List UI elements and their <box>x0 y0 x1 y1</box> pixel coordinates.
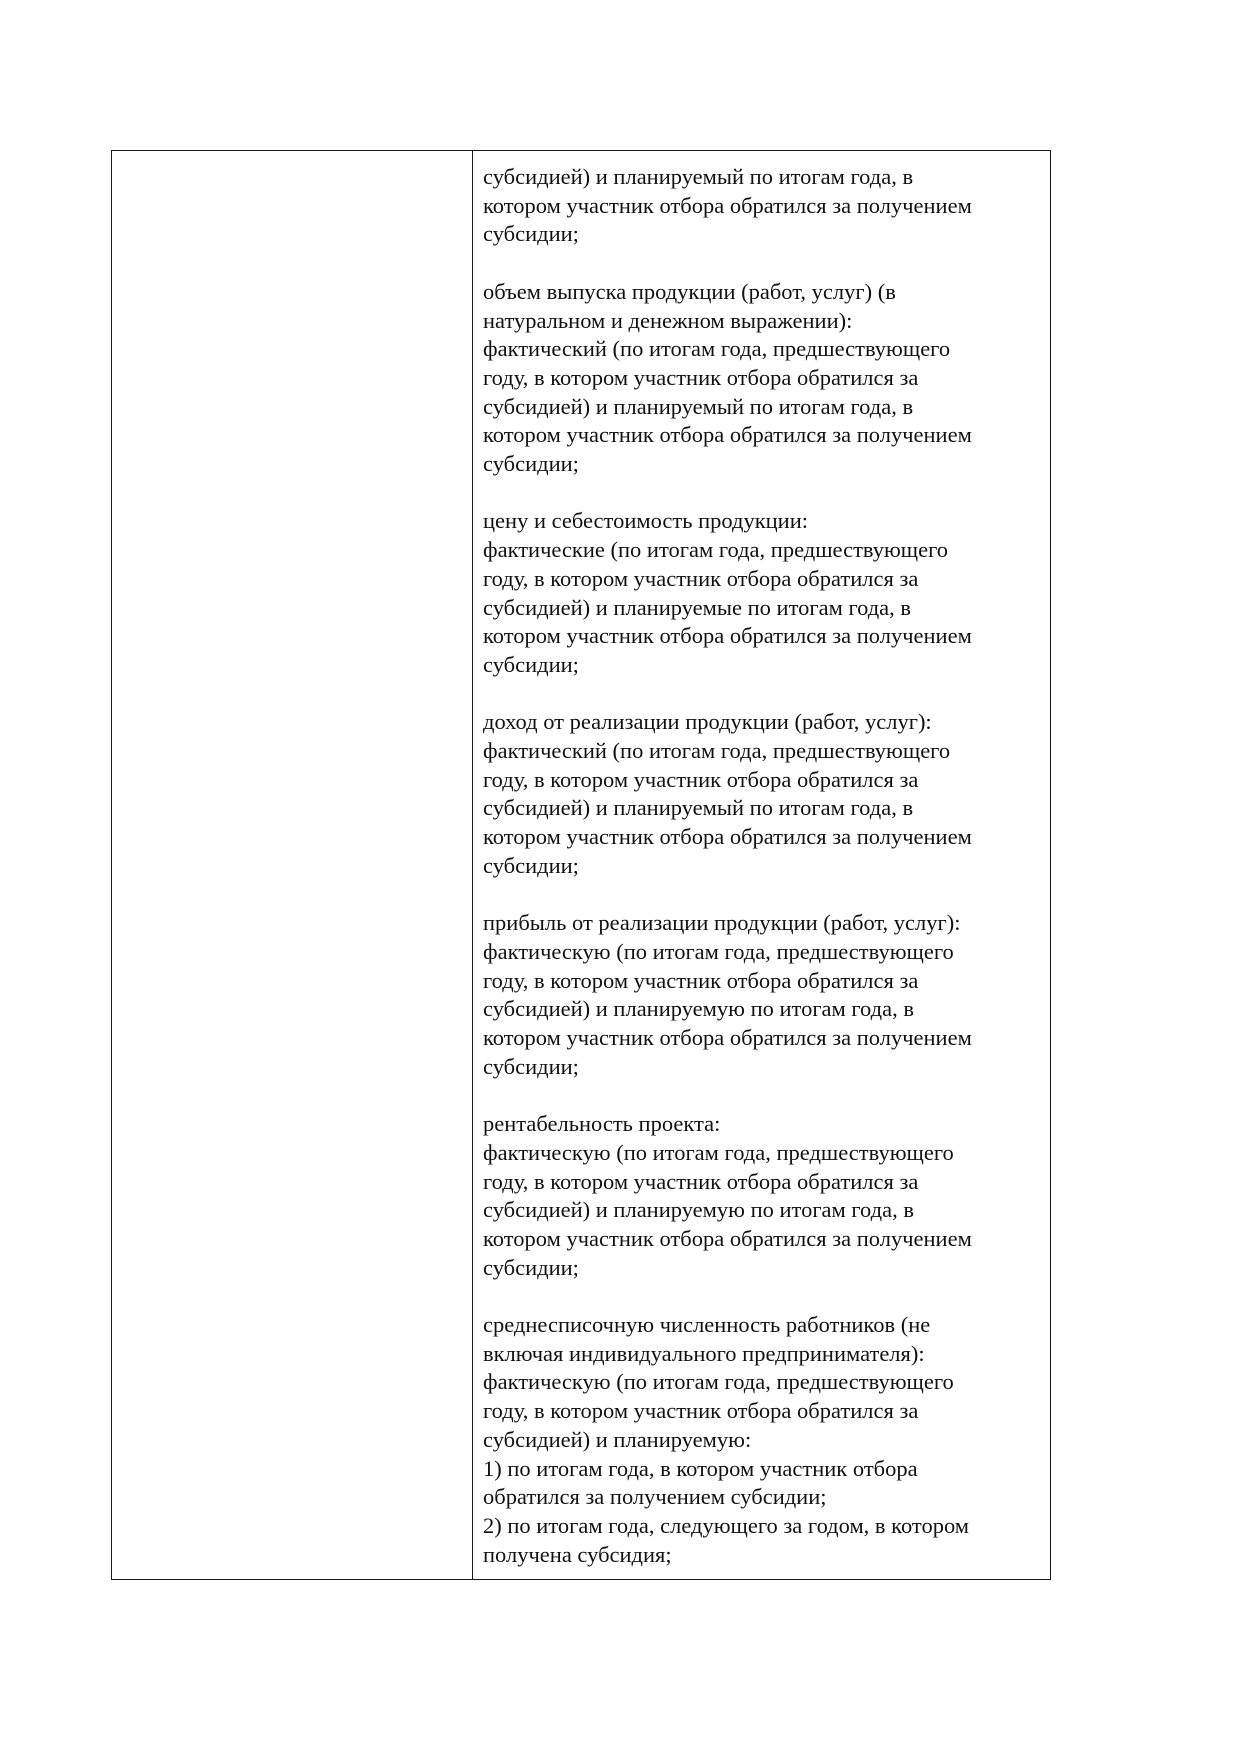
paragraph-profit <box>483 909 1040 1081</box>
text-line: субсидией) и планируемый по итогам года, в <box>483 795 914 821</box>
text-line: доход от реализации продукции (работ, услуг): <box>483 709 932 735</box>
paragraph-profitability <box>483 1110 1040 1282</box>
text-line: фактический (по итогам года, предшествующего <box>483 738 951 764</box>
text-line: субсидии; <box>483 852 579 878</box>
text-line: котором участник отбора обратился за получением <box>483 824 972 850</box>
text-line: котором участник отбора обратился за получением <box>483 623 972 649</box>
document-table <box>111 150 1051 1580</box>
text-line: фактические (по итогам года, предшествующего <box>483 537 949 563</box>
text-line: котором участник отбора обратился за получением <box>483 192 972 218</box>
text-line: году, в котором участник отбора обратился за <box>483 565 919 591</box>
text-line: субсидией) и планируемый по итогам года, в <box>483 393 914 419</box>
text-line: году, в котором участник отбора обратился за <box>483 1398 919 1424</box>
text-line: объем выпуска продукции (работ, услуг) (в <box>483 278 896 304</box>
text-line: обратился за получением субсидии; <box>483 1484 827 1510</box>
text-line: среднесписочную численность работников (не <box>483 1312 931 1338</box>
text-line: субсидией) и планируемый по итогам года, в <box>483 164 914 189</box>
paragraph-production-volume <box>483 278 1040 479</box>
text-line: году, в котором участник отбора обратился за <box>483 766 919 792</box>
list-item-1: 1) по итогам года, в котором участник отбора <box>483 1455 918 1481</box>
text-line: субсидии; <box>483 221 579 247</box>
text-line: получена субсидия; <box>483 1541 672 1567</box>
text-line: субсидией) и планируемые по итогам года, в <box>483 594 912 620</box>
text-line: году, в котором участник отбора обратился за <box>483 364 919 390</box>
list-item-2: 2) по итогам года, следующего за годом, в котором <box>483 1512 970 1538</box>
text-line: рентабельность проекта: <box>483 1111 721 1137</box>
text-line: прибыль от реализации продукции (работ, услуг): <box>483 910 961 936</box>
paragraph-income <box>483 708 1040 880</box>
text-line: цену и себестоимость продукции: <box>483 508 809 534</box>
text-line: субсидией) и планируемую по итогам года, в <box>483 996 914 1022</box>
text-line: году, в котором участник отбора обратился за <box>483 967 919 993</box>
text-line: фактическую (по итогам года, предшествующего <box>483 1369 954 1395</box>
paragraph-price-cost <box>483 507 1040 679</box>
text-line: фактический (по итогам года, предшествующего <box>483 336 951 362</box>
table-cell-right <box>473 151 1050 1579</box>
text-line: котором участник отбора обратился за получением <box>483 1225 972 1251</box>
text-line: включая индивидуального предпринимателя): <box>483 1340 925 1366</box>
text-line: субсидией) и планируемую: <box>483 1426 752 1452</box>
text-line: году, в котором участник отбора обратился за <box>483 1168 919 1194</box>
paragraph-headcount <box>483 1311 1040 1569</box>
text-line: фактическую (по итогам года, предшествующего <box>483 1139 954 1165</box>
text-line: субсидии; <box>483 451 579 477</box>
paragraph-subsidy-continuation <box>483 163 1040 249</box>
text-line: котором участник отбора обратился за получением <box>483 1025 972 1051</box>
text-line: субсидии; <box>483 651 579 677</box>
text-line: субсидии; <box>483 1053 579 1079</box>
text-line: субсидии; <box>483 1254 579 1280</box>
text-line: фактическую (по итогам года, предшествующего <box>483 938 954 964</box>
table-cell-left <box>112 151 473 1579</box>
text-line: котором участник отбора обратился за получением <box>483 422 972 448</box>
text-line: субсидией) и планируемую по итогам года, в <box>483 1197 914 1223</box>
text-line: натуральном и денежном выражении): <box>483 307 853 333</box>
